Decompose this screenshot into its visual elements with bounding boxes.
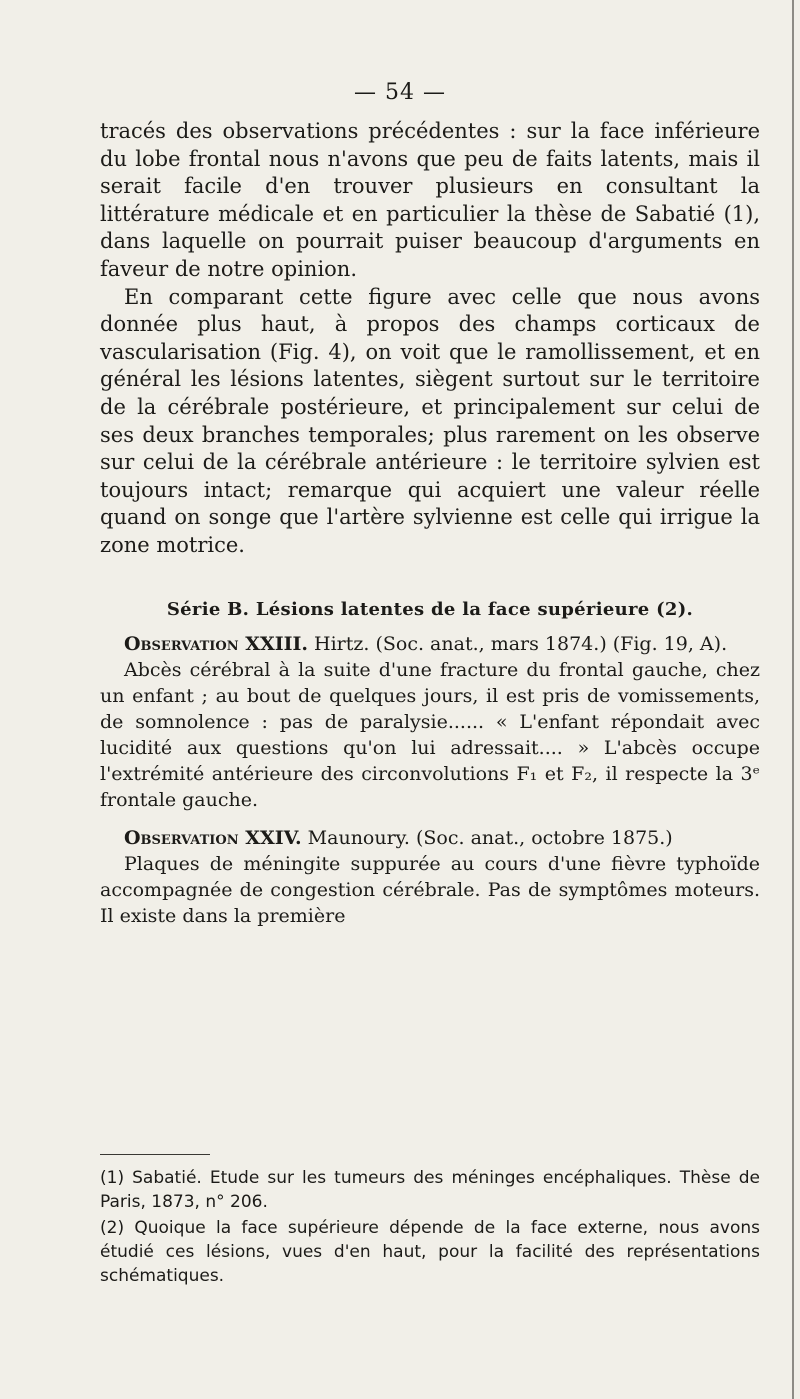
observation-23-body: Abcès cérébral à la suite d'une fracture du frontal gauche, chez un enfant ; au bout de quelques jours, il est pris de vomissements, de somnolence : pas de paralysie...... « L'enfant répondait avec lucidité aux questions qu'on lui adressait.... » L'abcès occupe l'extrémité antérieure des circonvolutions F₁ et F₂, il respecte la 3ᵉ frontale gauche. <box>100 659 760 812</box>
series-heading: Série B. Lésions latentes de la face supérieure (2). <box>166 598 694 620</box>
paragraph-2: En comparant cette figure avec celle que nous avons donnée plus haut, à propos des champs corticaux de vascularisation (Fig. 4), on voit que le ramollissement, et en général les lésions latentes, siègent surtout sur le territoire de la cérébrale postérieure, et principalement sur celui de ses deux branches temporales; plus rarement on les observe sur celui de la cérébrale antérieure : le territoire sylvien est toujours intact; remarque qui acquiert une valeur réelle quand on songe que l'artère sylvienne est celle qui irrigue la zone motrice. <box>100 284 760 557</box>
footnote-1: (1) Sabatié. Etude sur les tumeurs des méninges encéphaliques. Thèse de Paris, 1873, n° 206. <box>100 1168 760 1212</box>
footnotes <box>100 1166 760 1290</box>
page-number: — 54 — <box>354 80 446 105</box>
paragraph-1: tracés des observations précédentes : sur la face inférieure du lobe frontal nous n'avons que peu de faits latents, mais il serait facile d'en trouver plusieurs en consultant la littérature médicale et en particulier la thèse de Sabatié (1), dans laquelle on pourrait puiser beaucoup d'arguments en faveur de notre opinion. <box>100 119 760 281</box>
observation-24-source: Maunoury. (Soc. anat., octobre 1875.) <box>307 827 673 850</box>
footnote-rule <box>100 1154 210 1155</box>
main-text <box>100 118 760 929</box>
footnote-2: (2) Quoique la face supérieure dépende de la face externe, nous avons étudié ces lésions, vues d'en haut, pour la facilité des représentations schématiques. <box>100 1218 760 1286</box>
observation-23 <box>100 631 760 813</box>
observation-23-source: Hirtz. (Soc. anat., mars 1874.) (Fig. 19, A). <box>314 633 728 656</box>
observation-24-body: Plaques de méningite suppurée au cours d'une fièvre typhoïde accompagnée de congestion cérébrale. Pas de symptômes moteurs. Il existe dans la première <box>100 853 760 928</box>
observation-23-lead: Observation XXIII. <box>124 633 308 656</box>
observation-24-lead: Observation XXIV. <box>124 827 302 850</box>
page-edge-shadow <box>792 0 794 1399</box>
observation-24 <box>100 825 760 929</box>
